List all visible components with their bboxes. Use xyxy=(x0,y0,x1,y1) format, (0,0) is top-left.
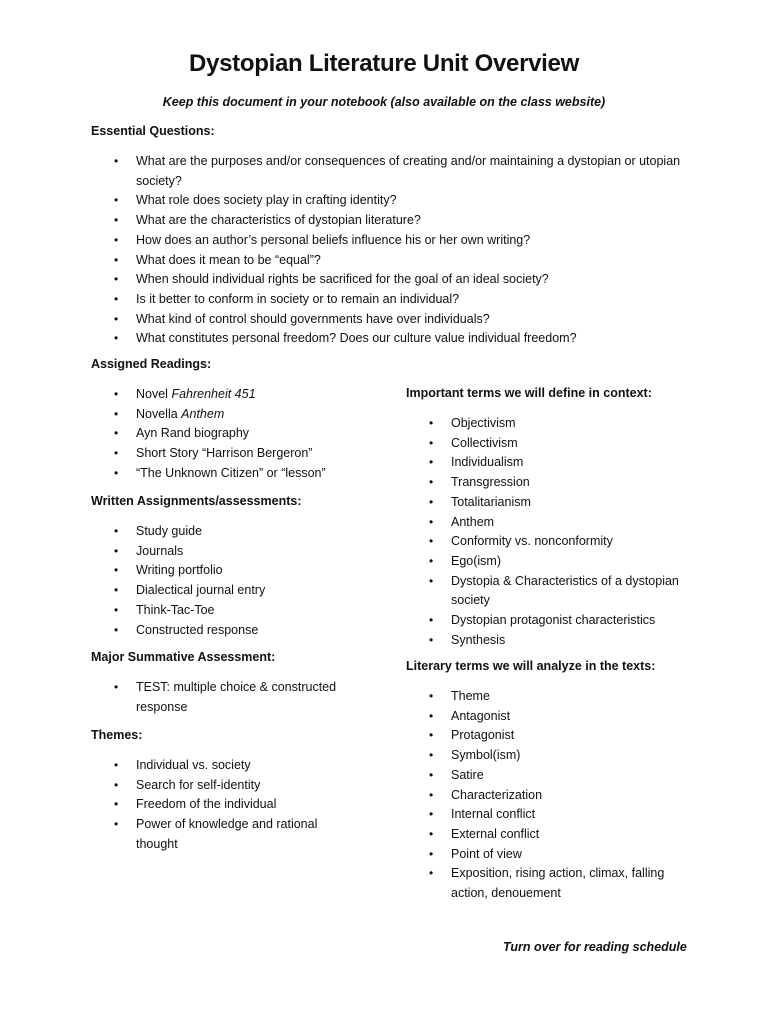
bullet-icon: • xyxy=(114,272,119,287)
list-item-text: What are the characteristics of dystopian literature? xyxy=(136,213,421,228)
bullet-icon: • xyxy=(429,787,434,802)
list-item xyxy=(429,414,679,434)
list-item-text: Writing portfolio xyxy=(136,563,223,578)
list-item-text: How does an author’s personal beliefs influence his or her own writing? xyxy=(136,232,531,247)
list-item-text: What constitutes personal freedom? Does our culture value individual freedom? xyxy=(136,331,577,346)
list-item xyxy=(114,310,704,330)
list-item xyxy=(429,473,679,493)
list-item-text: Totalitarianism xyxy=(451,494,531,509)
list-item-text: Dystopian protagonist characteristics xyxy=(451,613,656,628)
list-item xyxy=(114,251,704,271)
bullet-icon: • xyxy=(114,583,119,598)
bullet-icon: • xyxy=(114,387,119,401)
list-item xyxy=(114,211,704,231)
list-item xyxy=(429,766,689,786)
assigned-readings-list xyxy=(114,385,374,484)
bullet-icon: • xyxy=(429,708,434,723)
list-item xyxy=(114,329,704,349)
list-item-text: Conformity vs. nonconformity xyxy=(451,534,613,549)
list-item-text: Anthem xyxy=(451,514,495,529)
list-item xyxy=(429,746,689,766)
bullet-icon: • xyxy=(429,494,434,509)
list-item-text: Synthesis xyxy=(451,632,506,647)
list-item xyxy=(114,231,704,251)
list-item xyxy=(429,687,689,707)
list-item xyxy=(429,493,679,513)
bullet-icon: • xyxy=(429,689,434,703)
bullet-icon: • xyxy=(114,406,119,421)
important-terms-heading: Important terms we will define in context: xyxy=(406,386,652,400)
list-item-text: Power of knowledge and rational thought xyxy=(136,817,318,851)
themes-heading: Themes: xyxy=(91,728,143,742)
list-item-text: TEST: multiple choice & constructed response xyxy=(136,680,337,714)
list-item xyxy=(429,532,679,552)
important-terms-list xyxy=(429,414,679,650)
footer-note: Turn over for reading schedule xyxy=(503,940,687,954)
bullet-icon: • xyxy=(429,475,434,490)
bullet-icon: • xyxy=(114,232,119,247)
list-item xyxy=(429,726,689,746)
essential-questions-list xyxy=(114,152,704,349)
list-item xyxy=(429,631,679,651)
list-item-text: Is it better to conform in society or to remain an individual? xyxy=(136,291,460,306)
list-item xyxy=(429,611,679,631)
list-item xyxy=(114,405,374,425)
list-item xyxy=(429,825,689,845)
bullet-icon: • xyxy=(429,416,434,430)
list-item xyxy=(114,444,374,464)
bullet-icon: • xyxy=(429,573,434,588)
list-item-text: Short Story “Harrison Bergeron” xyxy=(136,446,313,461)
list-item-text: When should individual rights be sacrificed for the goal of an ideal society? xyxy=(136,272,549,287)
bullet-icon: • xyxy=(114,817,119,832)
list-item-text: What are the purposes and/or consequences of creating and/or maintaining a dystopian or utopian society? xyxy=(136,154,681,188)
list-item-text: Ayn Rand biography xyxy=(136,426,250,441)
list-item-text: Individualism xyxy=(451,455,524,470)
bullet-icon: • xyxy=(114,213,119,228)
bullet-icon: • xyxy=(114,797,119,812)
bullet-icon: • xyxy=(114,602,119,617)
list-item-text: Constructed response xyxy=(136,622,259,637)
bullet-icon: • xyxy=(429,866,434,881)
bullet-icon: • xyxy=(114,680,119,694)
written-assignments-list xyxy=(114,522,374,640)
bullet-icon: • xyxy=(429,514,434,529)
list-item xyxy=(429,805,689,825)
bullet-icon: • xyxy=(429,748,434,763)
list-item xyxy=(114,152,704,191)
list-item-text: External conflict xyxy=(451,826,540,841)
list-item xyxy=(429,453,679,473)
list-item xyxy=(114,815,344,854)
list-item xyxy=(114,601,374,621)
list-item-text: Think-Tac-Toe xyxy=(136,602,215,617)
list-item-text: Dialectical journal entry xyxy=(136,583,266,598)
literary-terms-heading: Literary terms we will analyze in the texts: xyxy=(406,659,656,673)
bullet-icon: • xyxy=(114,154,119,168)
list-item-text: What kind of control should governments have over individuals? xyxy=(136,311,490,326)
list-item-text: Novella xyxy=(136,406,182,421)
list-item-text: Antagonist xyxy=(451,708,511,723)
list-item xyxy=(114,581,374,601)
list-item xyxy=(429,845,689,865)
list-item-text: Point of view xyxy=(451,846,522,861)
list-item xyxy=(114,795,344,815)
list-item xyxy=(114,678,344,717)
bullet-icon: • xyxy=(429,807,434,822)
bullet-icon: • xyxy=(114,331,119,346)
bullet-icon: • xyxy=(429,534,434,549)
list-item-text: Satire xyxy=(451,767,484,782)
bullet-icon: • xyxy=(114,758,119,772)
list-item xyxy=(429,552,679,572)
list-item xyxy=(429,434,679,454)
list-item xyxy=(114,776,344,796)
bullet-icon: • xyxy=(114,777,119,792)
list-item xyxy=(114,621,374,641)
list-item-text: Protagonist xyxy=(451,728,515,743)
written-assignments-heading: Written Assignments/assessments: xyxy=(91,494,302,508)
list-item xyxy=(114,385,374,405)
list-item-text: Internal conflict xyxy=(451,807,536,822)
bullet-icon: • xyxy=(429,553,434,568)
list-item-text: “The Unknown Citizen” or “lesson” xyxy=(136,465,326,480)
list-item xyxy=(114,290,704,310)
bullet-icon: • xyxy=(429,435,434,450)
list-item-title: Anthem xyxy=(181,406,225,421)
bullet-icon: • xyxy=(114,465,119,480)
list-item-text: Collectivism xyxy=(451,435,518,450)
list-item xyxy=(429,864,689,903)
page-subtitle: Keep this document in your notebook (also available on the class website) xyxy=(162,95,606,109)
list-item xyxy=(429,513,679,533)
list-item-text: Theme xyxy=(451,689,490,703)
bullet-icon: • xyxy=(114,563,119,578)
bullet-icon: • xyxy=(114,311,119,326)
bullet-icon: • xyxy=(429,846,434,861)
bullet-icon: • xyxy=(429,455,434,470)
bullet-icon: • xyxy=(429,826,434,841)
list-item-text: Transgression xyxy=(451,475,530,490)
list-item-text: Novel xyxy=(136,387,172,401)
literary-terms-list xyxy=(429,687,689,904)
list-item-text: What role does society play in crafting identity? xyxy=(136,193,397,208)
bullet-icon: • xyxy=(114,291,119,306)
list-item-text: What does it mean to be “equal”? xyxy=(136,252,321,267)
bullet-icon: • xyxy=(114,446,119,461)
themes-list xyxy=(114,756,344,855)
list-item xyxy=(429,707,689,727)
list-item-text: Ego(ism) xyxy=(451,553,502,568)
list-item xyxy=(429,786,689,806)
bullet-icon: • xyxy=(114,543,119,558)
bullet-icon: • xyxy=(429,632,434,647)
list-item-text: Study guide xyxy=(136,524,203,538)
bullet-icon: • xyxy=(429,767,434,782)
list-item xyxy=(114,522,374,542)
bullet-icon: • xyxy=(114,426,119,441)
major-summative-heading: Major Summative Assessment: xyxy=(91,650,276,664)
list-item xyxy=(114,191,704,211)
page-title: Dystopian Literature Unit Overview xyxy=(189,50,579,77)
list-item-text: Symbol(ism) xyxy=(451,748,521,763)
list-item xyxy=(114,561,374,581)
major-summative-list xyxy=(114,678,344,717)
list-item-title: Fahrenheit 451 xyxy=(171,387,256,401)
list-item-text: Freedom of the individual xyxy=(136,797,277,812)
list-item xyxy=(114,542,374,562)
list-item-text: Exposition, rising action, climax, falling action, denouement xyxy=(451,866,665,901)
bullet-icon: • xyxy=(114,193,119,208)
bullet-icon: • xyxy=(429,728,434,743)
list-item-text: Individual vs. society xyxy=(136,758,251,772)
assigned-readings-heading: Assigned Readings: xyxy=(91,357,212,371)
list-item-text: Journals xyxy=(136,543,184,558)
list-item-text: Objectivism xyxy=(451,416,516,430)
list-item xyxy=(114,424,374,444)
list-item-text: Characterization xyxy=(451,787,543,802)
list-item xyxy=(114,464,374,484)
bullet-icon: • xyxy=(114,622,119,637)
list-item xyxy=(114,270,704,290)
bullet-icon: • xyxy=(429,613,434,628)
essential-questions-heading: Essential Questions: xyxy=(91,124,215,138)
list-item xyxy=(114,756,344,776)
bullet-icon: • xyxy=(114,252,119,267)
bullet-icon: • xyxy=(114,524,119,538)
list-item xyxy=(429,572,679,611)
list-item-text: Search for self-identity xyxy=(136,777,261,792)
list-item-text: Dystopia & Characteristics of a dystopian society xyxy=(451,573,679,608)
